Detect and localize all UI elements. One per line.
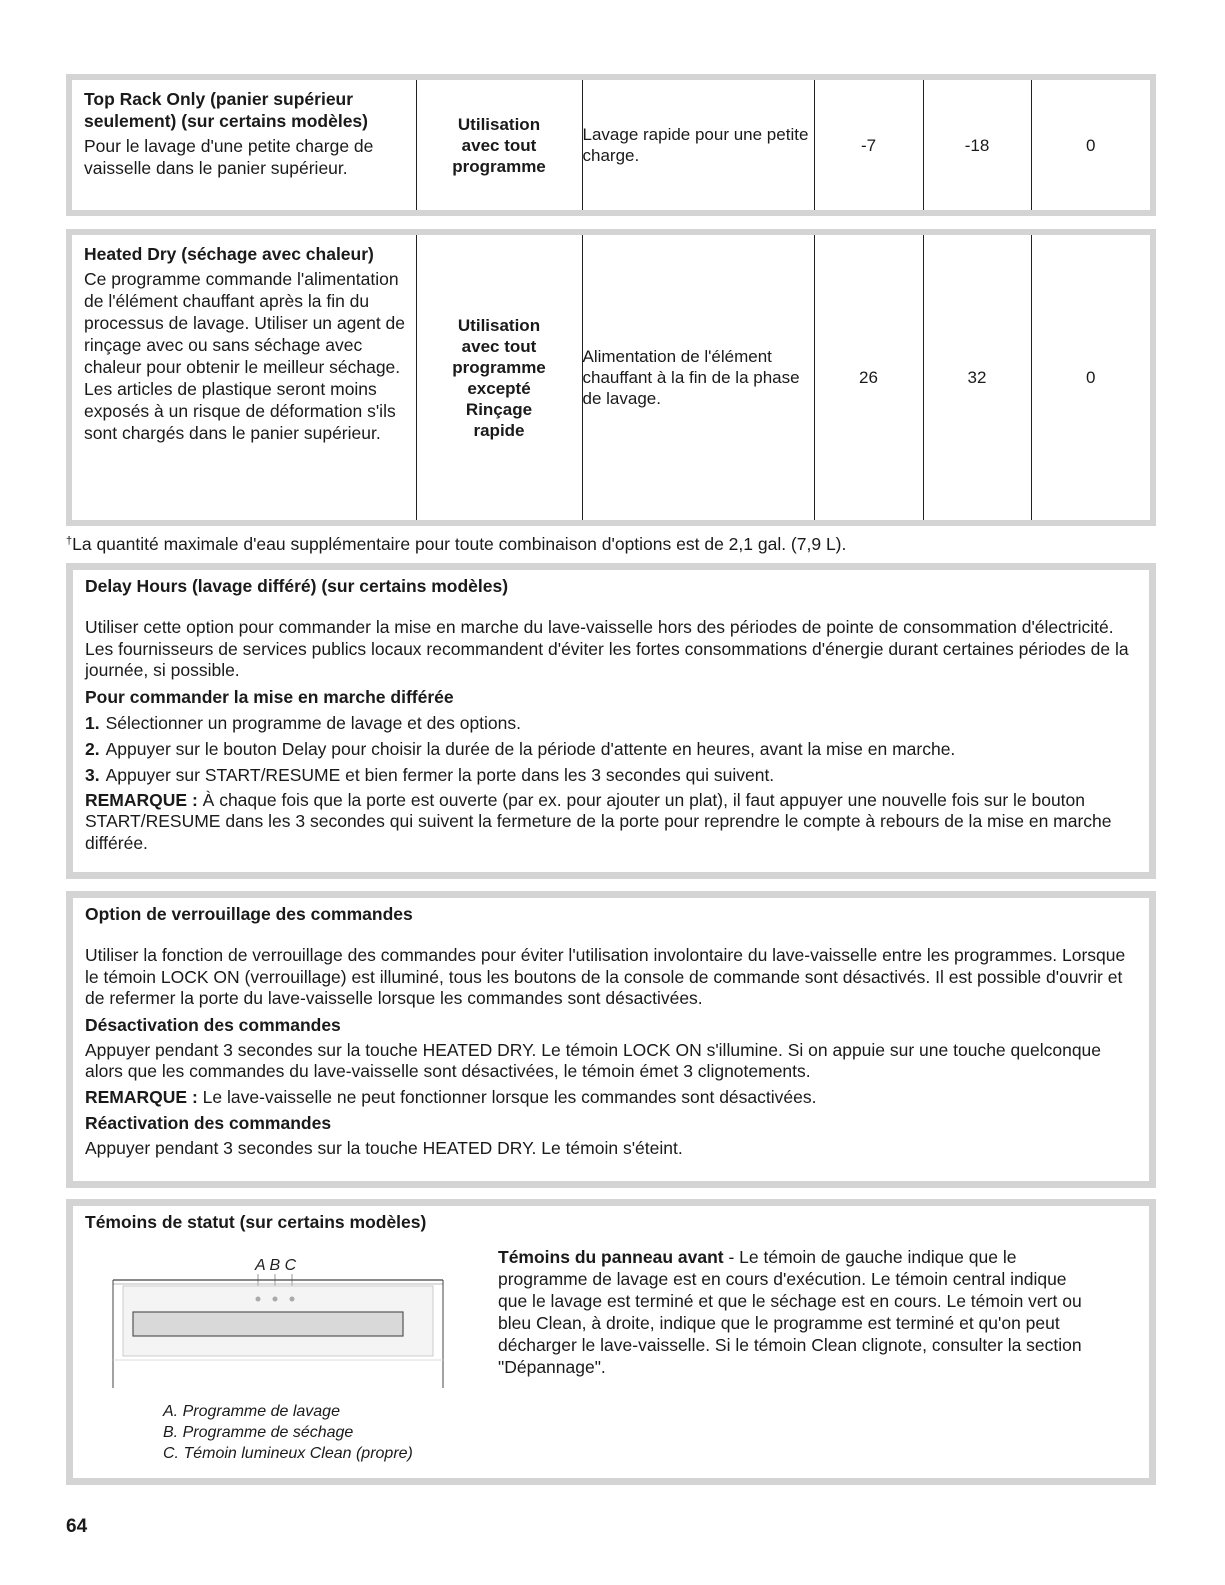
legend-item: C. Témoin lumineux Clean (propre) [163, 1445, 413, 1462]
value-cell-1: 26 [814, 235, 923, 520]
usage-line: rapide [473, 420, 525, 440]
value-cell-2: -18 [923, 80, 1031, 210]
dry-light-icon [273, 1297, 278, 1302]
legend-item: B. Programme de séchage [163, 1424, 354, 1441]
usage-cell [416, 80, 582, 210]
note [85, 1087, 1139, 1109]
paragraph: Appuyer pendant 3 secondes sur la touche HEATED DRY. Le témoin LOCK ON s'illumine. Si on appuie sur une touche quelconque alors que les commandes du lave-vaisselle sont désactivées, le témoin émet 3 clignotements. [85, 1039, 1102, 1081]
paragraph: Appuyer pendant 3 secondes sur la touche HEATED DRY. Le témoin s'éteint. [85, 1138, 683, 1158]
step-text: Appuyer sur START/RESUME et bien fermer la porte dans les 3 secondes qui suivent. [105, 764, 775, 785]
usage-cell [416, 235, 582, 520]
footnote [66, 530, 846, 555]
step-item [85, 712, 1139, 734]
step-text: Sélectionner un programme de lavage et des options. [105, 712, 522, 733]
note-label: REMARQUE : [85, 1086, 198, 1107]
control-lock-section [66, 891, 1156, 1188]
step-text: Appuyer sur le bouton Delay pour choisir la durée de la période d'attente en heures, avant la mise en marche. [105, 738, 956, 759]
step-number: 1. [85, 712, 100, 733]
step-number: 2. [85, 738, 100, 759]
option-cell [72, 80, 416, 210]
options-table-part-2 [72, 235, 1150, 520]
options-table-part-1 [72, 80, 1150, 210]
section-intro: Utiliser la fonction de verrouillage des commandes pour éviter l'utilisation involontaire du lave-vaisselle entre les programmes. Lorsque le témoin LOCK ON (verrouillage) est illuminé, tous les boutons de la console de commande sont désactivés. Il est possible d'ouvrir et de refermer la porte du lave-vaisselle lorsque les commandes sont désactivées. [85, 945, 1126, 1008]
usage-line: programme [452, 357, 546, 377]
subheading: Désactivation des commandes [85, 1014, 341, 1035]
section-title: Option de verrouillage des commandes [85, 904, 413, 924]
usage-line: programme [452, 156, 546, 176]
value-cell-2: 32 [923, 235, 1031, 520]
section-intro: Utiliser cette option pour commander la mise en marche du lave-vaisselle hors des périodes de pointe de consommation d'électricité. Les fournisseurs de services publics locaux recommandent d'éviter les fortes consommations d'énergie durant certaines périodes de la journée, si possible. [85, 617, 1129, 680]
option-body: Ce programme commande l'alimentation de l'élément chauffant après la fin du processus de lavage. Utiliser un agent de rinçage avec ou sans séchage avec chaleur pour obtenir le meilleur séchage. Les articles de plastique seront moins exposés à un risque de déformation s'ils sont chargés dans le panier supérieur. [84, 269, 406, 443]
front-panel-description [498, 1246, 1098, 1378]
page-number: 64 [66, 1516, 88, 1537]
usage-line: avec tout [461, 336, 537, 356]
option-row-top-rack [66, 74, 1156, 216]
section-title: Témoins de statut (sur certains modèles) [85, 1212, 427, 1232]
note-text: À chaque fois que la porte est ouverte (par ex. pour ajouter un plat), il faut appuyer une nouvelle fois sur le bouton START/RESUME dans les 3 secondes qui suivent la fermeture de la porte pour reprendre le compte à rebours de la mise en marche différée. [85, 789, 1112, 853]
diagram-legend [163, 1401, 413, 1464]
usage-line: excepté [467, 378, 531, 398]
subheading: Réactivation des commandes [85, 1113, 332, 1133]
value-cell-3: 0 [1031, 235, 1150, 520]
delay-hours-section [66, 563, 1156, 879]
panel-heading: Témoins du panneau avant [498, 1247, 724, 1267]
option-title: Top Rack Only (panier supérieur seulement) (sur certains modèles) [84, 89, 368, 131]
clean-light-icon [290, 1297, 295, 1302]
step-item [85, 764, 1139, 786]
subheading: Pour commander la mise en marche différée [85, 686, 454, 707]
section-title: Delay Hours (lavage différé) (sur certains modèles) [85, 576, 509, 596]
option-title: Heated Dry (séchage avec chaleur) [84, 244, 374, 264]
status-lights-section [66, 1199, 1156, 1485]
diagram-labels: A B C [255, 1257, 297, 1274]
control-strip [133, 1312, 403, 1336]
option-cell [72, 235, 416, 520]
step-item [85, 738, 1139, 760]
option-row-heated-dry [66, 229, 1156, 526]
panel-text: - Le témoin de gauche indique que le programme de lavage est en cours d'exécution. Le témoin central indique que le lavage est terminé et que le séchage est en cours. Le témoin vert ou bleu Clean, à droite, indique que le programme est terminé et qu'on peut décharger le lave-vaisselle. Si le témoin Clean clignote, consulter la section "Dépannage". [498, 1247, 1082, 1377]
usage-line: Utilisation [457, 114, 541, 134]
note-text: Le lave-vaisselle ne peut fonctionner lorsque les commandes sont désactivées. [202, 1086, 817, 1107]
step-number: 3. [85, 764, 100, 785]
value-cell-1: -7 [814, 80, 923, 210]
footnote-text: La quantité maximale d'eau supplémentaire pour toute combinaison d'options est de 2,1 gal. (7,9 L). [72, 534, 847, 554]
usage-line: Rinçage [465, 399, 533, 419]
note [85, 790, 1139, 855]
note-label: REMARQUE : [85, 789, 198, 810]
legend-item: A. Programme de lavage [163, 1403, 340, 1420]
usage-line: Utilisation [457, 315, 541, 335]
wash-light-icon [256, 1297, 261, 1302]
option-body: Pour le lavage d'une petite charge de vaisselle dans le panier supérieur. [84, 136, 374, 178]
footnote-mark: † [66, 535, 73, 547]
value-cell-3: 0 [1031, 80, 1150, 210]
description-cell: Alimentation de l'élément chauffant à la fin de la phase de lavage. [582, 235, 814, 520]
usage-line: avec tout [461, 135, 537, 155]
description-cell: Lavage rapide pour une petite charge. [582, 80, 814, 210]
